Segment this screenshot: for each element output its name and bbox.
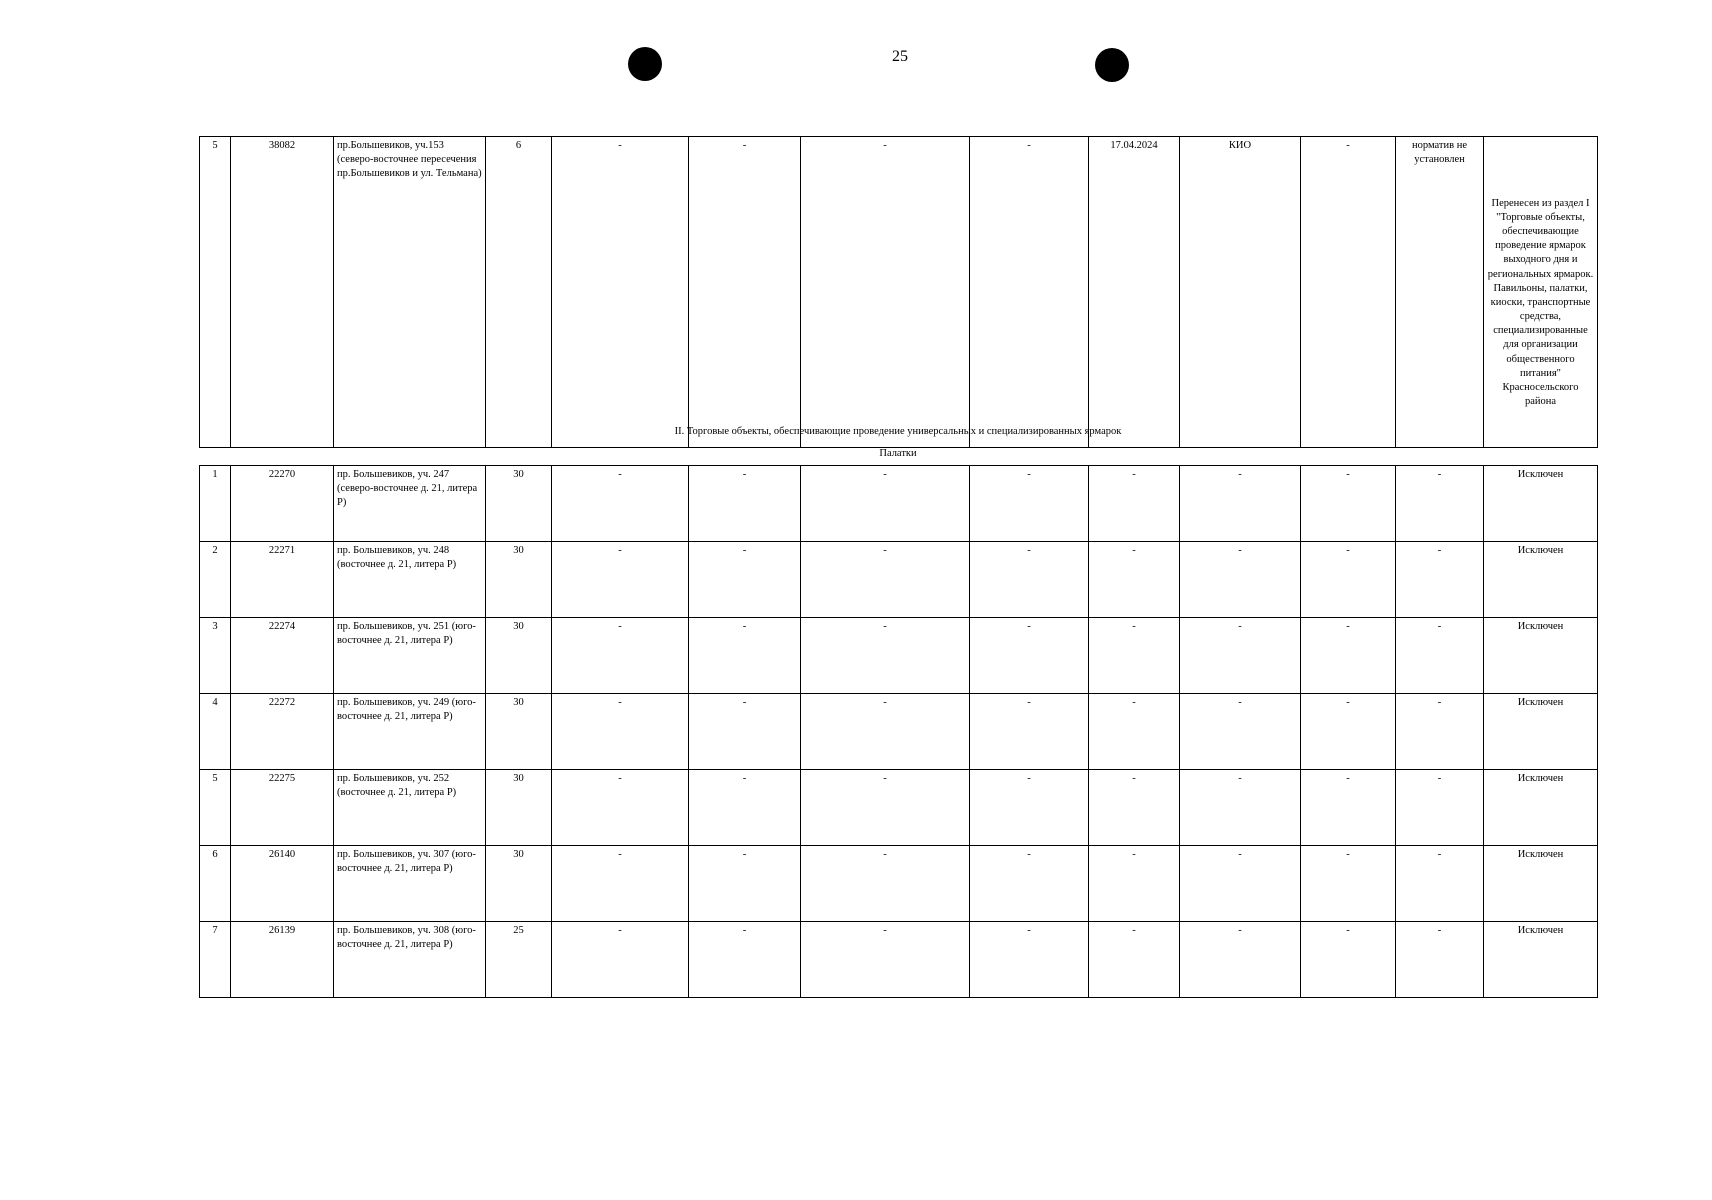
normative: норматив не установлен [1396, 137, 1484, 448]
object-id: 22272 [231, 694, 334, 770]
cell-dash: - [1180, 618, 1301, 694]
area: 30 [486, 846, 552, 922]
area: 25 [486, 922, 552, 998]
cell-dash: - [801, 770, 970, 846]
row-number: 6 [200, 846, 231, 922]
cell-dash: - [689, 542, 801, 618]
cell-dash: - [970, 770, 1089, 846]
table-row [200, 542, 1598, 618]
area: 30 [486, 542, 552, 618]
cell-dash: - [552, 922, 689, 998]
cell-dash: - [1301, 770, 1396, 846]
remark: Перенесен из раздел I "Торговые объекты, обеспечивающие проведение ярмарок выходного дня и региональных ярмарок. Павильоны, палатки, киоски, транспортные средства, специализированные для организации общественного питания" Красносельского района [1484, 137, 1598, 448]
cell-dash: - [1180, 922, 1301, 998]
remark: Исключен [1484, 466, 1598, 542]
object-id: 22275 [231, 770, 334, 846]
cell-dash: - [801, 846, 970, 922]
row-number: 2 [200, 542, 231, 618]
cell-dash: - [1396, 846, 1484, 922]
address: пр. Большевиков, уч. 308 (юго-восточнее д. 21, литера Р) [334, 922, 486, 998]
cell-dash: - [1301, 618, 1396, 694]
cell-dash: - [1396, 466, 1484, 542]
table-row [200, 694, 1598, 770]
address: пр. Большевиков, уч. 249 (юго-восточнее д. 21, литера Р) [334, 694, 486, 770]
table-row [200, 137, 1598, 448]
cell-dash: - [689, 618, 801, 694]
cell-dash: - [552, 466, 689, 542]
cell-dash: - [970, 466, 1089, 542]
table-row [200, 846, 1598, 922]
cell-dash: - [1089, 542, 1180, 618]
object-id: 22271 [231, 542, 334, 618]
remark: Исключен [1484, 922, 1598, 998]
cell-dash: - [689, 137, 801, 448]
area: 30 [486, 618, 552, 694]
cell-dash: - [801, 466, 970, 542]
address: пр. Большевиков, уч. 247 (северо-восточнее д. 21, литера Р) [334, 466, 486, 542]
cell-dash: - [1396, 694, 1484, 770]
table-row [200, 618, 1598, 694]
cell-dash: - [689, 846, 801, 922]
cell-dash: - [970, 922, 1089, 998]
cell-dash: - [1089, 922, 1180, 998]
cell-dash: - [1180, 770, 1301, 846]
cell-dash: - [1180, 542, 1301, 618]
cell-dash: - [1089, 770, 1180, 846]
object-id: 38082 [231, 137, 334, 448]
cell-dash: - [801, 618, 970, 694]
cell-dash: - [689, 466, 801, 542]
cell-dash: - [1089, 694, 1180, 770]
cell-dash: - [552, 618, 689, 694]
remark: Исключен [1484, 618, 1598, 694]
address: пр. Большевиков, уч. 251 (юго-восточнее д. 21, литера Р) [334, 618, 486, 694]
table-row [200, 770, 1598, 846]
cell-dash: - [1396, 542, 1484, 618]
cell-dash: - [801, 694, 970, 770]
row-number: 4 [200, 694, 231, 770]
stalls-table [199, 465, 1598, 998]
cell-dash: - [1301, 846, 1396, 922]
cell-dash: - [689, 922, 801, 998]
cell-dash: - [1301, 542, 1396, 618]
organization: КИО [1180, 137, 1301, 448]
cell-dash: - [1301, 466, 1396, 542]
row-number: 5 [200, 137, 231, 448]
cell-dash: - [552, 137, 689, 448]
table-row [200, 466, 1598, 542]
cell-dash: - [689, 770, 801, 846]
cell-dash: - [1301, 922, 1396, 998]
row-number: 3 [200, 618, 231, 694]
row-number: 7 [200, 922, 231, 998]
address: пр.Большевиков, уч.153 (северо-восточнее пересечения пр.Большевиков и ул. Тельмана) [334, 137, 486, 448]
address: пр. Большевиков, уч. 307 (юго-восточнее д. 21, литера Р) [334, 846, 486, 922]
cell-dash: - [1396, 770, 1484, 846]
cell-dash: - [1180, 694, 1301, 770]
punch-hole-right [1095, 48, 1129, 82]
object-id: 26139 [231, 922, 334, 998]
area: 6 [486, 137, 552, 448]
row-number: 1 [200, 466, 231, 542]
table-row [200, 922, 1598, 998]
section-heading: II. Торговые объекты, обеспечивающие проведение универсальных и специализированных ярмарок [674, 426, 1122, 437]
top-table [199, 136, 1598, 448]
area: 30 [486, 770, 552, 846]
cell-dash: - [970, 137, 1089, 448]
cell-dash: - [689, 694, 801, 770]
area: 30 [486, 694, 552, 770]
object-id: 26140 [231, 846, 334, 922]
cell-dash: - [970, 542, 1089, 618]
cell-dash: - [1180, 466, 1301, 542]
cell-dash: - [801, 922, 970, 998]
date: 17.04.2024 [1089, 137, 1180, 448]
cell-dash: - [970, 846, 1089, 922]
subsection-heading: Палатки [879, 448, 917, 459]
remark: Исключен [1484, 770, 1598, 846]
cell-dash: - [1301, 137, 1396, 448]
cell-dash: - [552, 846, 689, 922]
cell-dash: - [1396, 922, 1484, 998]
cell-dash: - [552, 542, 689, 618]
object-id: 22274 [231, 618, 334, 694]
address: пр. Большевиков, уч. 248 (восточнее д. 21, литера Р) [334, 542, 486, 618]
cell-dash: - [970, 618, 1089, 694]
cell-dash: - [970, 694, 1089, 770]
address: пр. Большевиков, уч. 252 (восточнее д. 21, литера Р) [334, 770, 486, 846]
remark: Исключен [1484, 694, 1598, 770]
cell-dash: - [1089, 846, 1180, 922]
cell-dash: - [1301, 694, 1396, 770]
page-number: 25 [892, 48, 908, 65]
object-id: 22270 [231, 466, 334, 542]
cell-dash: - [1089, 618, 1180, 694]
cell-dash: - [552, 770, 689, 846]
cell-dash: - [1180, 846, 1301, 922]
cell-dash: - [801, 542, 970, 618]
area: 30 [486, 466, 552, 542]
punch-hole-left [628, 47, 662, 81]
cell-dash: - [552, 694, 689, 770]
cell-dash: - [1089, 466, 1180, 542]
cell-dash: - [801, 137, 970, 448]
row-number: 5 [200, 770, 231, 846]
remark: Исключен [1484, 846, 1598, 922]
remark: Исключен [1484, 542, 1598, 618]
cell-dash: - [1396, 618, 1484, 694]
